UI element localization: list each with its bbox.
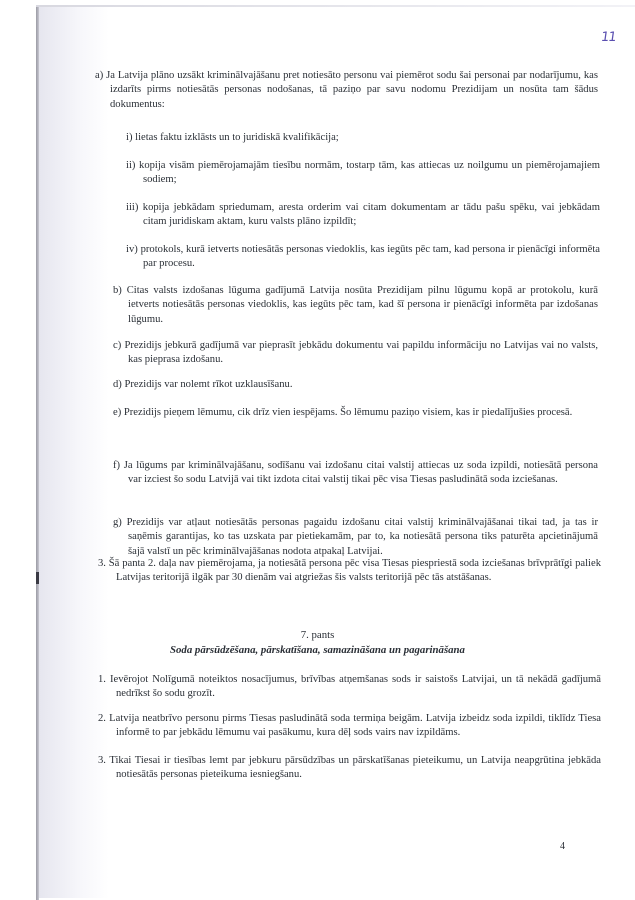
subitem-text: protokols, kurā ietverts notiesātās personas viedoklis, kas iegūts pēc tam, kad persona ir pienācīgi informēta par procesu.: [140, 244, 600, 270]
point-3: [98, 557, 601, 586]
item-text: Ja lūgums par kriminālvajāšanu, sodīšanu vai izdošanu citai valstij attiecas uz soda izpildi, notiesātā persona var izciest šo sodu Latvijā vai tikt izdota citai valstij tikai pēc visa Tiesas pasludinātā soda izciešanas.: [123, 460, 598, 486]
subitem-iv: [126, 243, 600, 272]
item-label: f): [113, 460, 121, 471]
item-label: g): [113, 517, 122, 528]
item-c: [113, 339, 598, 368]
article-number: 7. pants: [300, 629, 335, 641]
subitem-text: kopija jebkādam spriedumam, aresta orderim vai citam dokumentam ar tādu pašu spēku, vai jebkādam citam juridiskam aktam, kuru valsts plāno izpildīt;: [142, 202, 601, 228]
point-label: 3.: [98, 755, 106, 766]
subitem-label: i): [126, 132, 133, 143]
item-label: c): [113, 340, 122, 351]
binding-mark: [36, 572, 39, 584]
subitem-i: [126, 131, 594, 145]
item-d: [113, 378, 598, 392]
article-7-point-2: [98, 712, 601, 741]
item-text: Prezidijs var atļaut notiesātās personas pagaidu izdošanu citai valstij kriminālvajāšanai tikai tad, ja tas ir saņēmis garantijas, ko tas uzskata par pietiekamām, par to, ka notiesātā persona tiks paturēta apcietinājumā šajā valstī un pēc kriminālvajāšanas nodota atpakaļ Latvijai.: [126, 517, 598, 557]
subitem-label: iii): [126, 202, 139, 213]
item-text: Prezidijs pieņem lēmumu, cik drīz vien iespējams. Šo lēmumu paziņo visiem, kas ir piedalījušies procesā.: [123, 407, 573, 418]
article-7-point-3: [98, 754, 601, 783]
item-e: [113, 406, 598, 420]
subitem-text: kopija visām piemērojamajām tiesību normām, tostarp tām, kas attiecas uz noilgumu un piemērojamajiem sodiem;: [139, 160, 600, 186]
point-text: Ievērojot Nolīgumā noteiktos nosacījumus, brīvības atņemšanas sods ir saistošs Latvijai, un tā nekādā gadījumā nedrīkst šo sodu grozīt.: [109, 674, 601, 700]
item-label: b): [113, 285, 122, 296]
item-b: [113, 284, 598, 327]
item-g: [113, 516, 598, 559]
item-text: Ja Latvija plāno uzsākt kriminālvajāšanu pret notiesāto personu vai piemērot sodu šai personai par nodarījumu, kas izdarīts pirms notiesātās personas nodošanas, tā paziņo par savu nodomu Prezidijam un nosūta tam šādus dokumentus:: [106, 70, 598, 110]
item-label: e): [113, 407, 122, 418]
article-7-point-1: [98, 673, 601, 702]
item-text: Prezidijs jebkurā gadījumā var pieprasīt jebkādu dokumentu vai papildu informāciju no Latvijas vai no valsts, kas pieprasa izdošanu.: [124, 340, 599, 366]
item-label: a): [95, 70, 104, 81]
handwritten-page-number: 11: [599, 30, 617, 45]
point-text: Tikai Tiesai ir tiesības lemt par jebkuru pārsūdzības un pārskatīšanas pieteikumu, un Latvija neapgrūtina jebkāda notiesātās personas pieteikuma iesniegšanu.: [109, 755, 601, 781]
subitem-text: lietas faktu izklāsts un to juridiskā kvalifikācija;: [135, 132, 339, 143]
point-label: 1.: [98, 674, 106, 685]
subitem-label: ii): [126, 160, 136, 171]
page-number: 4: [560, 841, 565, 852]
subitem-label: iv): [126, 244, 138, 255]
item-text: Prezidijs var nolemt rīkot uzklausīšanu.: [124, 379, 293, 390]
point-label: 2.: [98, 713, 106, 724]
subitem-iii: [126, 201, 600, 230]
item-a: [95, 69, 598, 112]
item-text: Citas valsts izdošanas lūguma gadījumā Latvija nosūta Prezidijam pilnu lūgumu kopā ar protokolu, kurā ietverts notiesātās personas viedoklis, kas iegūts pēc tam, kad šī persona ir pienācīgi informēta par izdošanas lūgumu.: [126, 285, 598, 325]
item-label: d): [113, 379, 122, 390]
scanned-page-top-edge: [36, 5, 635, 7]
item-f: [113, 459, 598, 488]
point-label: 3.: [98, 558, 106, 569]
point-text: Latvija neatbrīvo personu pirms Tiesas pasludinātā soda termiņa beigām. Latvija izbeidz soda izpildi, tiklīdz Tiesa informē to par jebkādu lēmumu vai pasākumu, kura dēļ sods vairs nav izpildāms.: [109, 713, 602, 739]
subitem-ii: [126, 159, 600, 188]
article-title: Soda pārsūdzēšana, pārskatīšana, samazināšana un pagarināšana: [170, 644, 465, 656]
point-text: Šā panta 2. daļa nav piemērojama, ja notiesātā persona pēc visa Tiesas piespriestā soda izciešanas brīvprātīgi paliek Latvijas teritorijā ilgāk par 30 dienām vai atgriežas šis valsts teritorijā pēc tās atstāšanas.: [108, 558, 601, 584]
